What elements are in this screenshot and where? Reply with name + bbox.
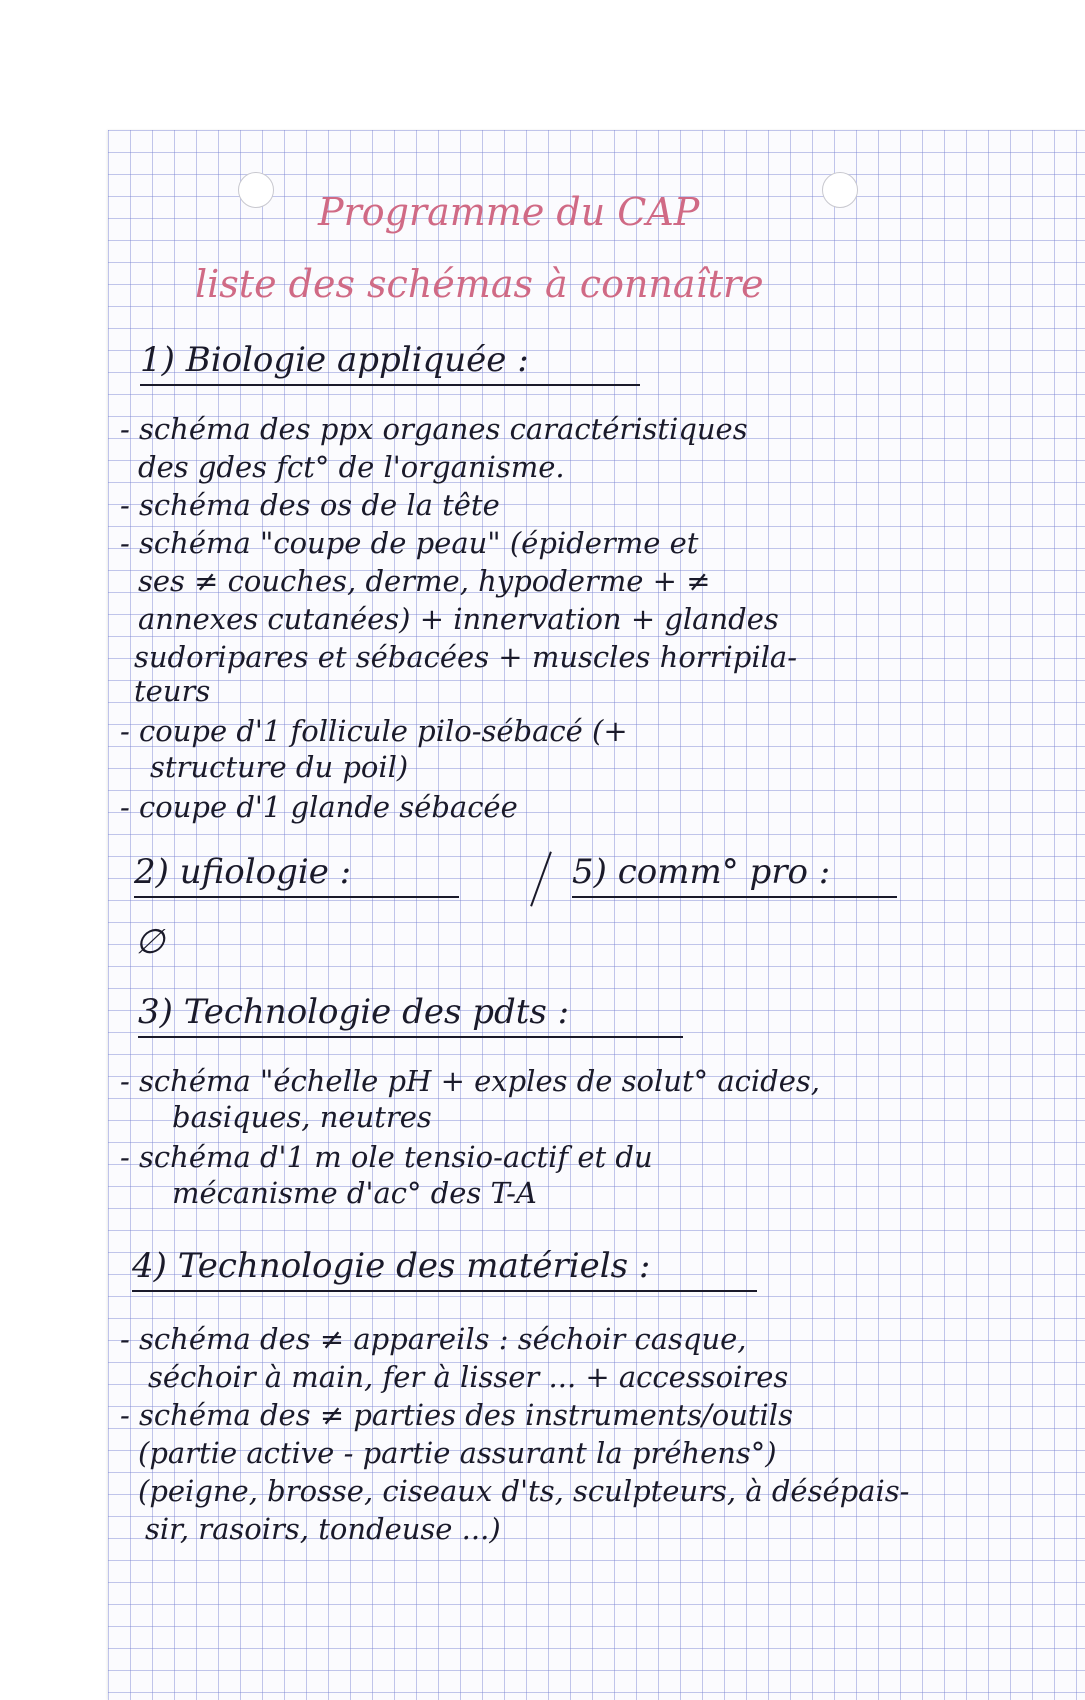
section-3-line: - schéma d'1 m ole tensio-actif et du (120, 1140, 653, 1174)
section-3-line: mécanisme d'ac° des T-A (172, 1176, 537, 1210)
section-1-line: sudoripares et sébacées + muscles horripila- (134, 640, 797, 674)
section-1-line: - coupe d'1 follicule pilo-sébacé (+ (120, 714, 628, 748)
section-4-line: sir, rasoirs, tondeuse ...) (145, 1512, 501, 1546)
section-2-heading: 2) ufiologie : (134, 852, 459, 898)
section-1-line: ses ≠ couches, derme, hypoderme + ≠ (138, 564, 711, 598)
section-1-line: des gdes fct° de l'organisme. (138, 450, 565, 484)
section-1-line: - schéma des ppx organes caractéristiques (120, 412, 748, 446)
title-line-2: liste des schémas à connaître (195, 262, 764, 306)
section-3-line: basiques, neutres (172, 1100, 432, 1134)
section-1-line: structure du poil) (150, 750, 409, 784)
section-4-line: (peigne, brosse, ciseaux d'ts, sculpteurs, à désépais- (138, 1474, 910, 1508)
section-4-line: séchoir à main, fer à lisser ... + accessoires (148, 1360, 789, 1394)
section-4-heading: 4) Technologie des matériels : (132, 1246, 757, 1292)
section-3-line: - schéma "échelle pH + exples de solut° acides, (120, 1064, 820, 1098)
empty-set-symbol: ∅ (135, 922, 165, 962)
section-1-line: - schéma "coupe de peau" (épiderme et (120, 526, 699, 560)
title-line-1: Programme du CAP (318, 190, 700, 234)
section-3-heading: 3) Technologie des pdts : (138, 992, 683, 1038)
punch-hole-left (238, 172, 274, 208)
section-1-line: teurs (134, 674, 211, 708)
punch-hole-right (822, 172, 858, 208)
section-4-line: (partie active - partie assurant la préhens°) (138, 1436, 777, 1470)
section-1-heading: 1) Biologie appliquée : (140, 340, 640, 386)
section-4-line: - schéma des ≠ appareils : séchoir casque, (120, 1322, 747, 1356)
section-5-heading: 5) comm° pro : (572, 852, 897, 898)
section-1-line: annexes cutanées) + innervation + glandes (138, 602, 779, 636)
section-1-line: - schéma des os de la tête (120, 488, 500, 522)
section-1-line: - coupe d'1 glande sébacée (120, 790, 518, 824)
section-4-line: - schéma des ≠ parties des instruments/outils (120, 1398, 793, 1432)
